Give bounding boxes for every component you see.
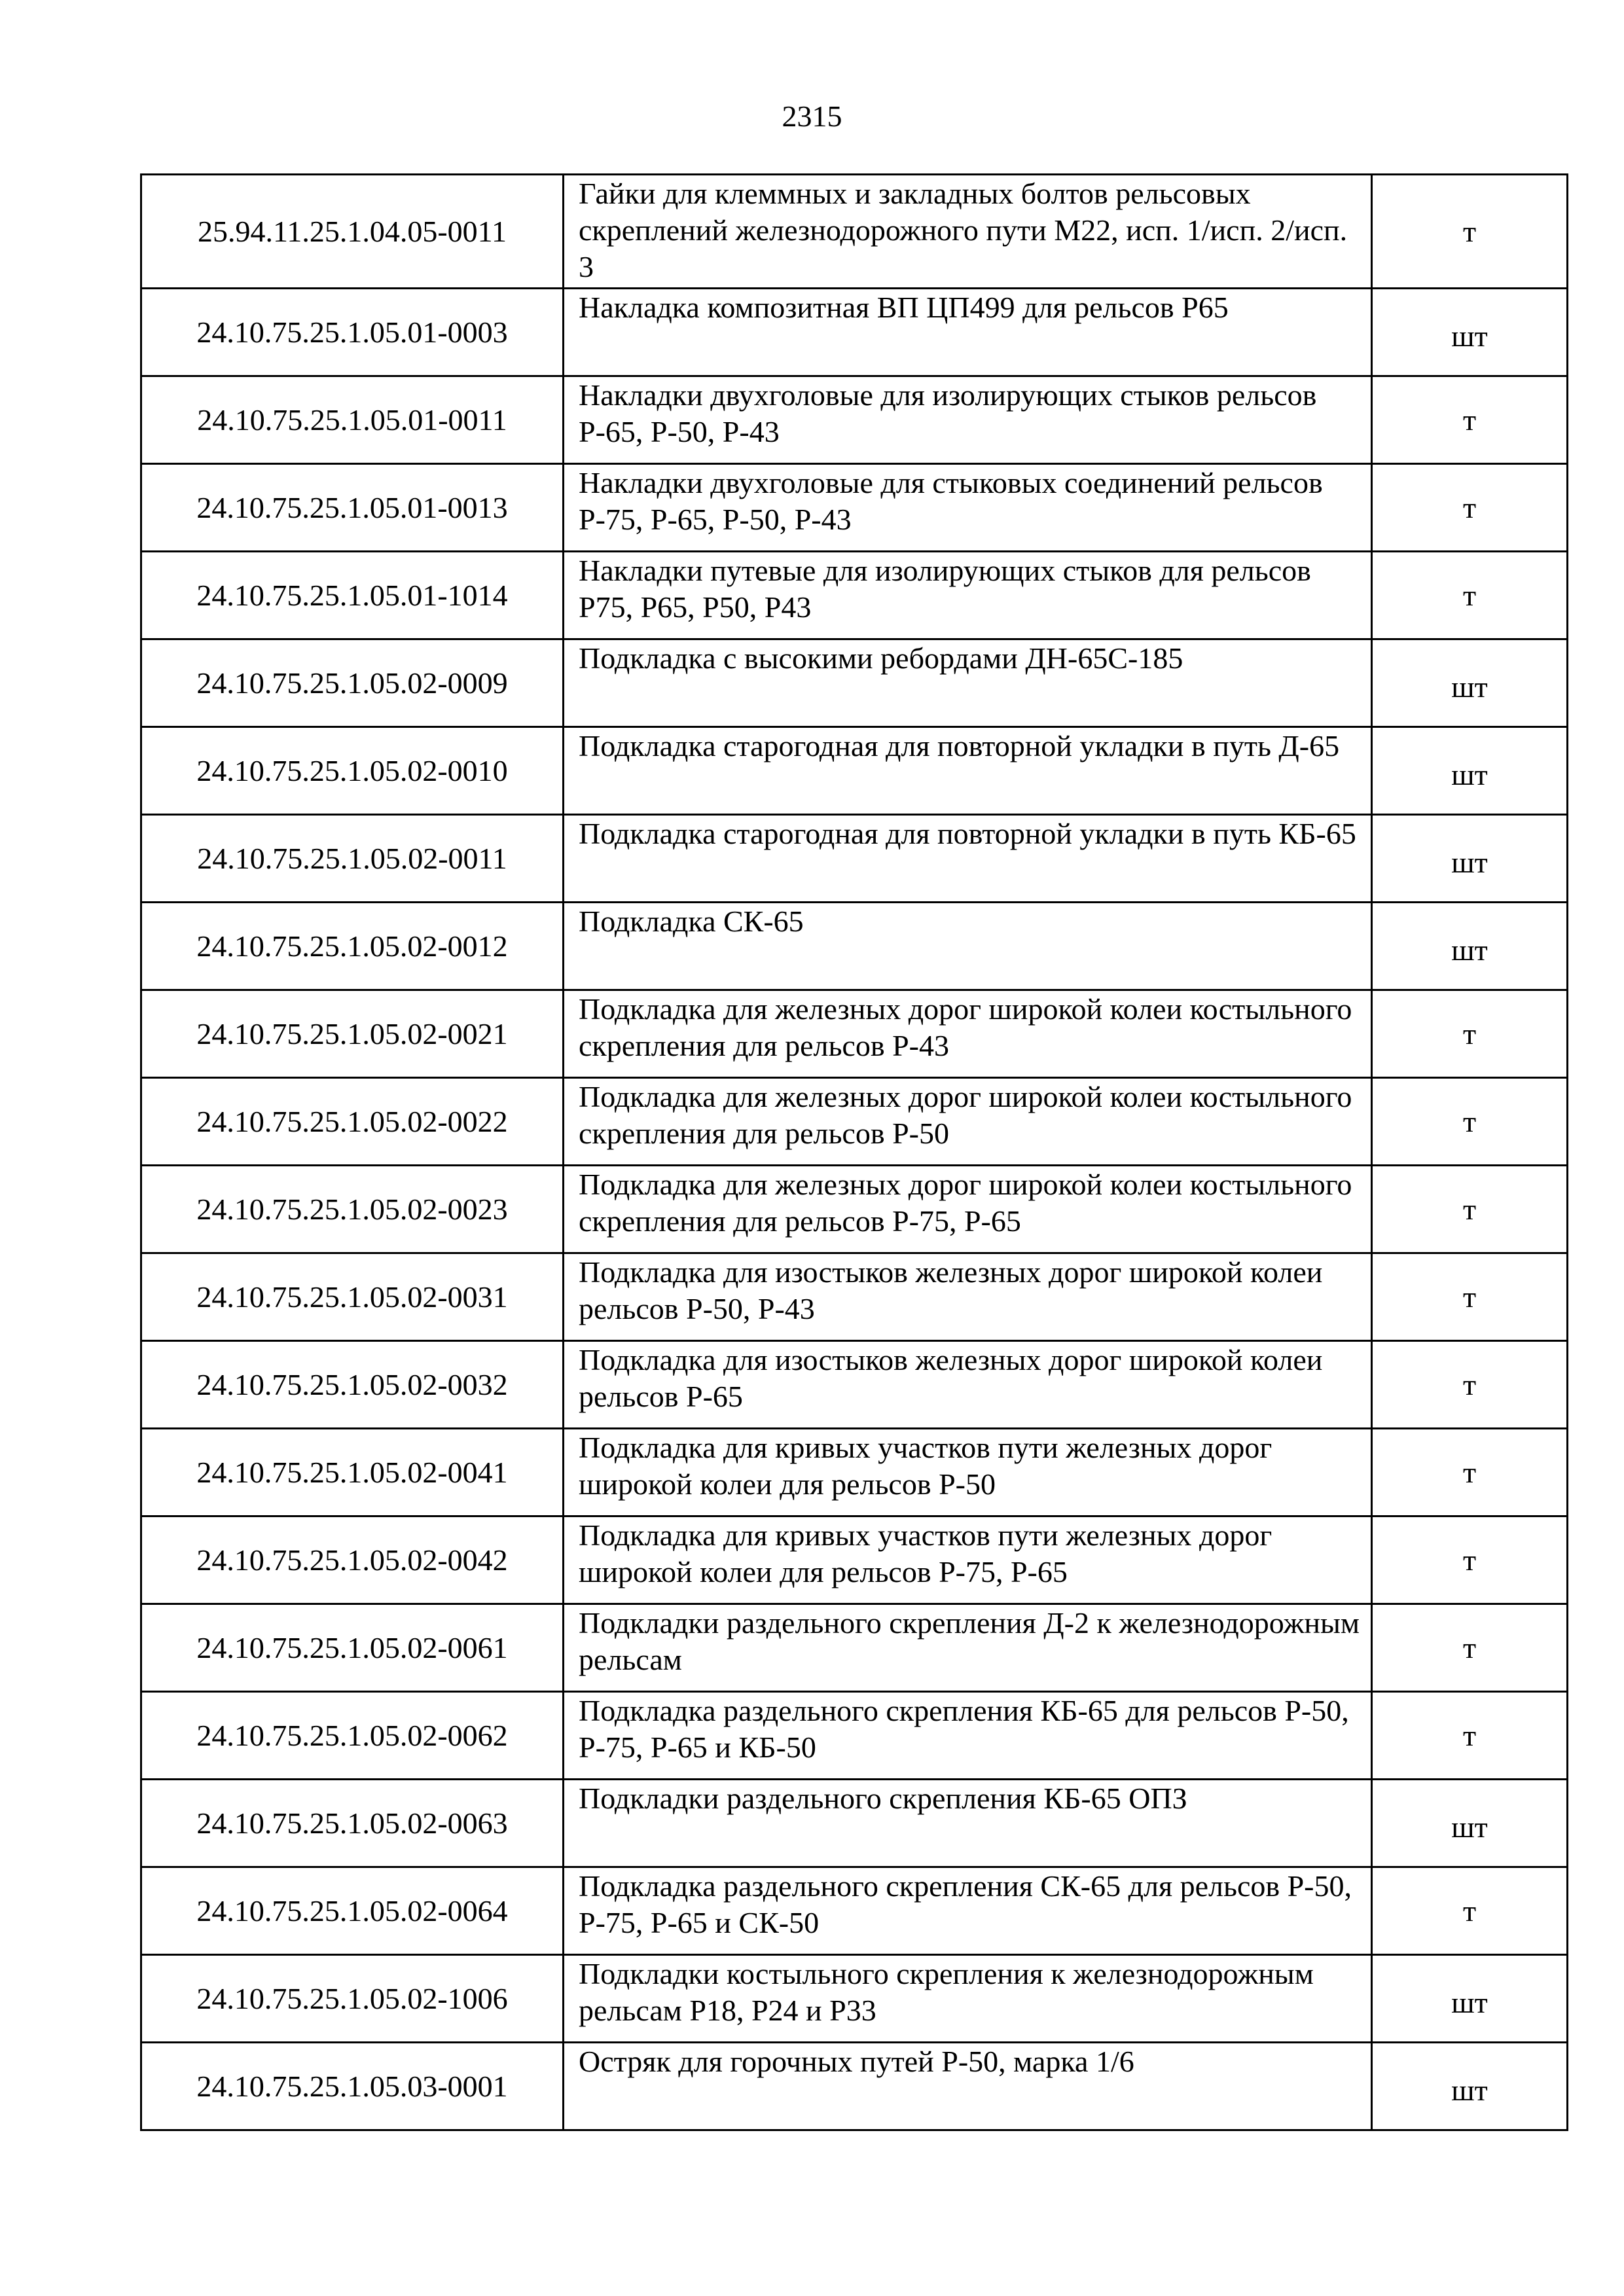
resource-unit-label: т <box>1462 490 1477 524</box>
resource-code-cell: 24.10.75.25.1.05.02-0011 <box>141 815 564 903</box>
resource-code-cell: 24.10.75.25.1.05.02-0012 <box>141 903 564 990</box>
resource-name-cell: Подкладка для железных дорог широкой колеи костыльного скрепления для рельсов Р-75, Р-65 <box>564 1166 1372 1253</box>
table-row <box>141 289 1568 376</box>
resource-name-cell: Подкладки раздельного скрепления КБ-65 ОПЗ <box>564 1780 1372 1867</box>
resource-name-cell: Подкладка старогодная для повторной укладки в путь Д-65 <box>564 727 1372 815</box>
resource-unit-label: т <box>1462 1016 1477 1050</box>
resource-unit-cell <box>1372 1516 1568 1604</box>
resource-unit-label: т <box>1462 1280 1477 1314</box>
resource-name-cell: Подкладка для кривых участков пути железных дорог широкой колеи для рельсов Р-50 <box>564 1429 1372 1516</box>
resource-name-cell: Накладки двухголовые для изолирующих стыков рельсов Р-65, Р-50, Р-43 <box>564 376 1372 464</box>
resource-name-cell: Остряк для горочных путей Р-50, марка 1/6 <box>564 2043 1372 2130</box>
resource-unit-cell <box>1372 1253 1568 1341</box>
resource-name-cell: Подкладка для кривых участков пути железных дорог широкой колеи для рельсов Р-75, Р-65 <box>564 1516 1372 1604</box>
resource-unit-cell <box>1372 1867 1568 1955</box>
table-row <box>141 727 1568 815</box>
resource-unit-label: т <box>1462 1104 1477 1138</box>
resource-unit-cell <box>1372 2043 1568 2130</box>
resource-code-cell: 24.10.75.25.1.05.02-0009 <box>141 639 564 727</box>
resource-unit-label: шт <box>1451 1810 1488 1844</box>
resource-name-cell: Подкладка для железных дорог широкой колеи костыльного скрепления для рельсов Р-50 <box>564 1078 1372 1166</box>
resource-unit-label: т <box>1462 1630 1477 1664</box>
resource-unit-label: т <box>1462 578 1477 612</box>
table-row <box>141 1253 1568 1341</box>
table-row <box>141 1780 1568 1867</box>
resource-code-cell: 24.10.75.25.1.05.02-1006 <box>141 1955 564 2043</box>
resource-code-cell: 24.10.75.25.1.05.02-0023 <box>141 1166 564 1253</box>
resource-name-cell: Подкладка раздельного скрепления СК-65 для рельсов Р-50, Р-75, Р-65 и СК-50 <box>564 1867 1372 1955</box>
resource-code-cell: 24.10.75.25.1.05.01-0013 <box>141 464 564 552</box>
resource-code-cell: 24.10.75.25.1.05.02-0022 <box>141 1078 564 1166</box>
resource-name-cell: Подкладка для изостыков железных дорог широкой колеи рельсов Р-50, Р-43 <box>564 1253 1372 1341</box>
resource-code-cell: 24.10.75.25.1.05.02-0041 <box>141 1429 564 1516</box>
resource-unit-cell <box>1372 1166 1568 1253</box>
resource-code-cell: 24.10.75.25.1.05.02-0010 <box>141 727 564 815</box>
resource-name-cell: Накладка композитная ВП ЦП499 для рельсов Р65 <box>564 289 1372 376</box>
resource-code-cell: 24.10.75.25.1.05.02-0064 <box>141 1867 564 1955</box>
table-row <box>141 464 1568 552</box>
resource-unit-cell <box>1372 464 1568 552</box>
resource-code-cell: 24.10.75.25.1.05.02-0021 <box>141 990 564 1078</box>
resource-name-cell: Подкладка для изостыков железных дорог широкой колеи рельсов Р-65 <box>564 1341 1372 1429</box>
resource-unit-label: т <box>1462 1192 1477 1226</box>
resource-name-cell: Подкладки раздельного скрепления Д-2 к железнодорожным рельсам <box>564 1604 1372 1692</box>
table-row <box>141 903 1568 990</box>
resource-unit-label: т <box>1462 1893 1477 1928</box>
resource-unit-label: шт <box>1451 2073 1488 2107</box>
resource-unit-cell <box>1372 289 1568 376</box>
table-row <box>141 552 1568 639</box>
resource-table-body <box>141 175 1568 2130</box>
table-row <box>141 1604 1568 1692</box>
resource-code-cell: 24.10.75.25.1.05.02-0061 <box>141 1604 564 1692</box>
resource-code-cell: 24.10.75.25.1.05.01-1014 <box>141 552 564 639</box>
resource-unit-label: т <box>1462 1543 1477 1577</box>
table-row <box>141 990 1568 1078</box>
resource-name-cell: Подкладка с высокими ребордами ДН-65С-185 <box>564 639 1372 727</box>
resource-unit-cell <box>1372 1429 1568 1516</box>
table-row <box>141 639 1568 727</box>
resource-unit-cell <box>1372 1341 1568 1429</box>
resource-unit-label: шт <box>1451 757 1488 791</box>
resource-name-cell: Подкладка СК-65 <box>564 903 1372 990</box>
table-row <box>141 1692 1568 1780</box>
resource-unit-cell <box>1372 1692 1568 1780</box>
table-row <box>141 1078 1568 1166</box>
table-row <box>141 1341 1568 1429</box>
resource-code-cell: 24.10.75.25.1.05.01-0011 <box>141 376 564 464</box>
resource-unit-label: т <box>1462 403 1477 437</box>
resource-unit-label: т <box>1462 1367 1477 1401</box>
table-row <box>141 1166 1568 1253</box>
resource-unit-cell <box>1372 1604 1568 1692</box>
table-row <box>141 1867 1568 1955</box>
resource-table <box>140 173 1568 2131</box>
resource-unit-label: шт <box>1451 670 1488 704</box>
resource-unit-cell <box>1372 1955 1568 2043</box>
resource-unit-label: т <box>1462 1718 1477 1752</box>
resource-unit-label: шт <box>1451 933 1488 967</box>
resource-unit-cell <box>1372 1078 1568 1166</box>
resource-code-cell: 24.10.75.25.1.05.02-0063 <box>141 1780 564 1867</box>
resource-code-cell: 24.10.75.25.1.05.02-0042 <box>141 1516 564 1604</box>
resource-unit-cell <box>1372 175 1568 289</box>
resource-unit-cell <box>1372 727 1568 815</box>
page-number: 2315 <box>782 99 842 133</box>
resource-unit-label: шт <box>1451 319 1488 353</box>
resource-unit-cell <box>1372 1780 1568 1867</box>
table-row <box>141 175 1568 289</box>
resource-name-cell: Подкладки костыльного скрепления к железнодорожным рельсам Р18, Р24 и Р33 <box>564 1955 1372 2043</box>
resource-name-cell: Накладки двухголовые для стыковых соединений рельсов Р-75, Р-65, Р-50, Р-43 <box>564 464 1372 552</box>
resource-name-cell: Подкладка старогодная для повторной укладки в путь КБ-65 <box>564 815 1372 903</box>
resource-code-cell: 24.10.75.25.1.05.03-0001 <box>141 2043 564 2130</box>
resource-unit-label: т <box>1462 1455 1477 1489</box>
table-row <box>141 2043 1568 2130</box>
table-row <box>141 1429 1568 1516</box>
resource-code-cell: 24.10.75.25.1.05.01-0003 <box>141 289 564 376</box>
resource-code-cell: 25.94.11.25.1.04.05-0011 <box>141 175 564 289</box>
resource-code-cell: 24.10.75.25.1.05.02-0032 <box>141 1341 564 1429</box>
resource-name-cell: Накладки путевые для изолирующих стыков для рельсов Р75, Р65, Р50, Р43 <box>564 552 1372 639</box>
resource-unit-label: шт <box>1451 845 1488 879</box>
table-row <box>141 376 1568 464</box>
resource-unit-cell <box>1372 376 1568 464</box>
resource-unit-label: шт <box>1451 1985 1488 2019</box>
resource-unit-cell <box>1372 990 1568 1078</box>
resource-name-cell: Гайки для клеммных и закладных болтов рельсовых скреплений железнодорожного пути М22, исп. 1/исп. 2/исп. 3 <box>564 175 1372 289</box>
resource-unit-label: т <box>1462 214 1477 248</box>
resource-name-cell: Подкладка для железных дорог широкой колеи костыльного скрепления для рельсов Р-43 <box>564 990 1372 1078</box>
table-row <box>141 1516 1568 1604</box>
table-row <box>141 1955 1568 2043</box>
resource-unit-cell <box>1372 815 1568 903</box>
resource-unit-cell <box>1372 639 1568 727</box>
table-row <box>141 815 1568 903</box>
resource-code-cell: 24.10.75.25.1.05.02-0031 <box>141 1253 564 1341</box>
resource-unit-cell <box>1372 552 1568 639</box>
resource-unit-cell <box>1372 903 1568 990</box>
resource-code-cell: 24.10.75.25.1.05.02-0062 <box>141 1692 564 1780</box>
resource-name-cell: Подкладка раздельного скрепления КБ-65 для рельсов Р-50, Р-75, Р-65 и КБ-50 <box>564 1692 1372 1780</box>
